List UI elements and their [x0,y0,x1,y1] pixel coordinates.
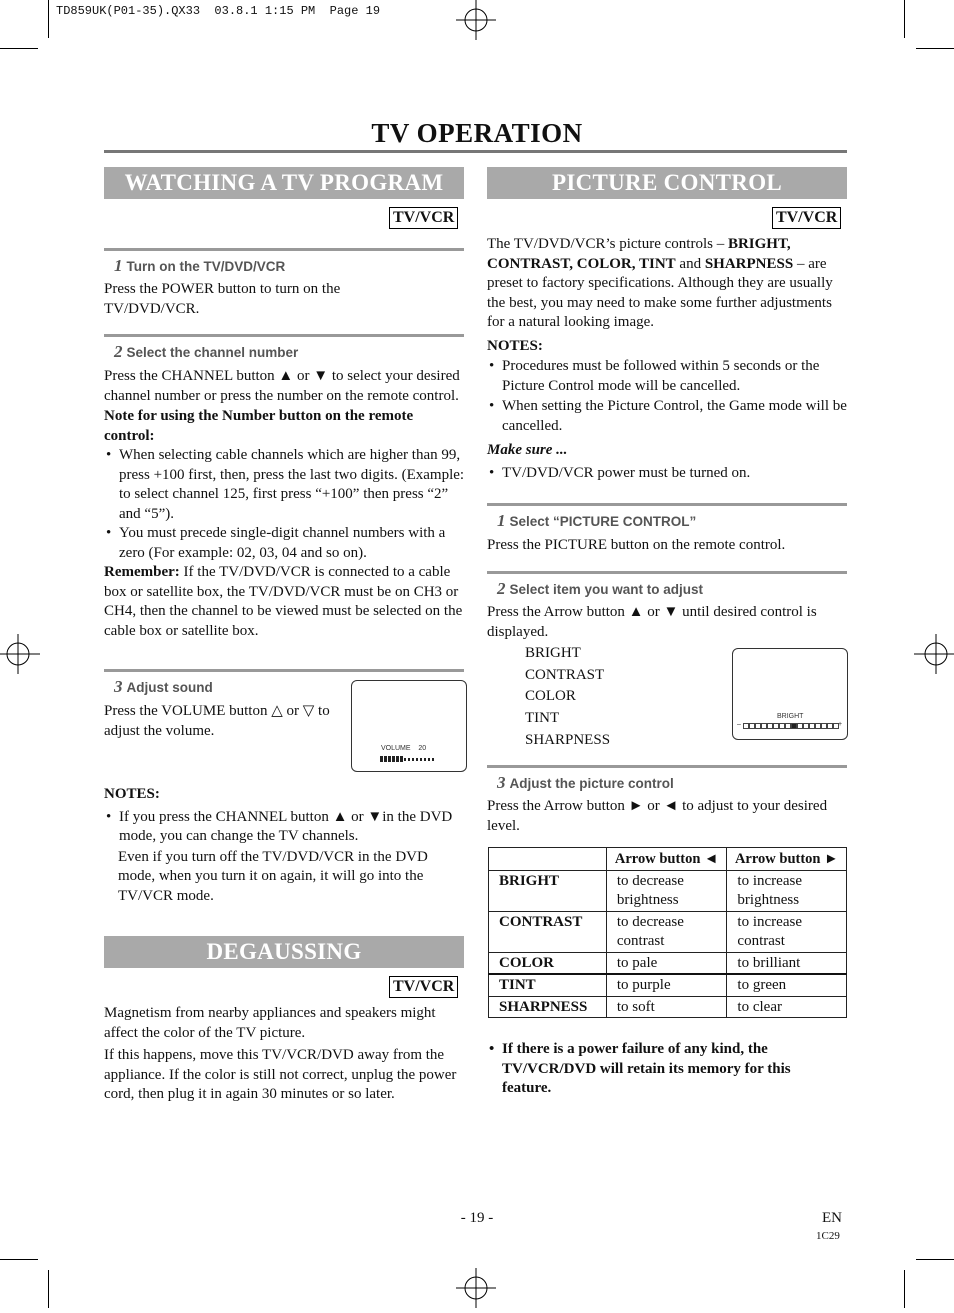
table-header-row [489,848,847,871]
picture-control-items [525,643,610,752]
table-cell: SHARPNESS [489,996,607,1018]
table-cell: to green [727,974,847,996]
crop-mark [0,1259,38,1260]
step-title: Select “PICTURE CONTROL” [509,514,697,529]
crop-mark [0,48,38,49]
intro-sharpness: SHARPNESS [704,255,794,272]
step-divider [104,669,464,672]
volume-osd-screen [351,680,467,772]
notes-title: NOTES: [487,337,543,354]
picture-osd-minus: – [737,721,741,728]
volume-level-bar [380,756,438,762]
volume-segment [404,758,406,761]
step-title: Select item you want to adjust [509,582,704,597]
watching-step-1-title [114,256,285,276]
step-number: 3 [497,773,506,792]
table-header-cell: Arrow button ► [727,848,847,871]
registration-mark-icon [456,1268,496,1308]
step-divider [487,571,847,574]
make-sure-label: Make sure ... [487,442,568,458]
table-cell: COLOR [489,952,607,974]
table-cell: to soft [606,996,727,1018]
notes-title: NOTES: [104,786,160,802]
step-divider [487,503,847,506]
page-number: - 19 - [460,1210,494,1226]
watching-step-3-body: Press the VOLUME button △ or ▽ to adjust the volume. [104,703,330,739]
picture-step-3-title [497,773,674,793]
picture-osd-screen [732,648,848,740]
step-title: Select the channel number [126,345,299,360]
step-divider [104,248,464,251]
table-cell: to clear [727,996,847,1018]
step-number: 3 [114,677,123,696]
degaussing-mode-badge: TV/VCR [389,976,458,998]
table-cell: to decrease contrast [606,911,727,952]
table-header-cell [489,848,607,871]
table-cell: to purple [606,974,727,996]
crop-mark [48,0,49,38]
watching-notes [104,785,464,906]
step-title: Turn on the TV/DVD/VCR [126,259,286,274]
volume-segment [420,758,422,761]
remember-note [104,563,466,641]
picture-step-1-title [497,511,696,531]
intro-text: – are preset to factory specifications. Although they are usually the best, you may need to make some further adjustments for a natural looking image. [487,255,833,330]
step-number: 2 [114,342,123,361]
picture-step-3-body: Press the Arrow button ► or ◄ to adjust to your desired level. [487,798,828,834]
volume-segment [392,756,395,762]
intro-text: and [675,255,705,272]
table-cell: to brilliant [727,952,847,974]
volume-segment [400,756,403,762]
volume-segment [388,756,391,762]
table-header-cell: Arrow button ◄ [606,848,727,871]
table-row [489,996,847,1018]
table-row [489,870,847,911]
list-item: • When setting the Picture Control, the Game mode will be cancelled. [487,397,849,436]
notes-continuation: Even if you turn off the TV/DVD/VCR in the DVD mode, when you turn it on again, it will go into the TV/VCR mode. [118,848,428,904]
registration-mark-icon [456,0,496,40]
step-divider [104,334,464,337]
degaussing-text [104,1004,466,1105]
control-item: BRIGHT [525,645,581,661]
document-code: 1C29 [816,1230,840,1242]
list-item: • When selecting cable channels which are higher than 99, press +100 first, then, press the last two digits. (Example: to select channel 125, first press “+100” then press “2” and “5”). [104,446,466,524]
crop-mark [916,48,954,49]
step-title: Adjust sound [126,680,213,695]
number-button-note-list [104,446,466,563]
watching-step-1-body: Press the POWER button to turn on the TV/DVD/VCR. [104,281,341,317]
volume-segment [412,758,414,761]
degaussing-paragraph-2: If this happens, move this TV/VCR/DVD away from the appliance. If the color is still not correct, unplug the power cord, then plug it in again 30 minutes or so later. [104,1047,457,1102]
remember-label: Remember: [104,564,180,580]
list-item: • You must precede single-digit channel numbers with a zero (For example: 02, 03, 04 and so on). [104,524,466,563]
step-number: 1 [497,511,506,530]
list-item: • If there is a power failure of any kind, the TV/VCR/DVD will retain its memory for this feature. [487,1040,842,1099]
crop-mark [48,1270,49,1308]
control-item: CONTRAST [525,666,605,683]
watching-step-2-content [104,367,466,641]
table-cell: to pale [606,952,727,974]
table-row [489,911,847,952]
volume-segment [416,758,418,761]
list-item: • Procedures must be followed within 5 seconds or the Picture Control mode will be cancelled. [487,357,849,396]
page-title: TV OPERATION [371,118,583,148]
picture-mode-badge: TV/VCR [772,207,841,229]
list-item: • TV/DVD/VCR power must be turned on. [487,464,849,484]
picture-osd-plus: + [838,721,843,728]
table-row [489,952,847,974]
volume-value: 20 [418,745,427,752]
table-row [489,974,847,996]
list-item: • If you press the CHANNEL button ▲ or ▼in the DVD mode, you can change the TV channels. [104,808,464,847]
control-item: COLOR [525,688,576,705]
picture-osd-label: BRIGHT [777,713,804,720]
power-failure-note [487,1040,842,1099]
intro-text: The TV/DVD/VCR’s picture controls – [487,236,728,252]
volume-segment [396,756,399,762]
table-cell: CONTRAST [489,911,607,952]
volume-osd-label [381,745,426,752]
crop-mark [904,0,905,38]
volume-segment [384,756,387,762]
watching-step-2-body: Press the CHANNEL button ▲ or ▼ to select your desired channel number or press the number on the remote control. [104,368,460,404]
step-number: 2 [497,579,506,598]
table-cell: to increase brightness [727,870,847,911]
table-cell: BRIGHT [489,870,607,911]
control-item: TINT [525,710,560,727]
table-cell: to increase contrast [727,911,847,952]
watching-banner: WATCHING A TV PROGRAM [104,167,464,199]
volume-segment [408,758,410,761]
picture-intro [487,235,849,483]
watching-mode-badge: TV/VCR [389,207,458,229]
intro-controls: BRIGHT, CONTRAST, COLOR, TINT [487,236,791,272]
watching-step-2-title [114,342,298,362]
title-divider [104,150,847,153]
crop-mark [916,1259,954,1260]
volume-label: VOLUME [381,745,411,752]
volume-segment [428,758,430,761]
picture-level-bar [743,723,837,729]
picture-notes-list [487,357,849,436]
degaussing-paragraph-1: Magnetism from nearby appliances and speakers might affect the color of the TV picture. [104,1005,436,1041]
control-item: SHARPNESS [525,731,611,748]
picture-control-banner: PICTURE CONTROL [487,167,847,199]
picture-step-2-body: Press the Arrow button ▲ or ▼ until desired control is displayed. [487,604,817,640]
watching-notes-list [104,808,464,847]
registration-mark-icon [0,634,40,674]
table-cell: TINT [489,974,607,996]
make-sure-list [487,464,849,484]
registration-mark-icon [914,634,954,674]
volume-segment [380,756,383,762]
degaussing-banner: DEGAUSSING [104,936,464,968]
step-number: 1 [114,256,123,275]
watching-step-3-title [114,677,213,697]
volume-segment [432,758,434,761]
step-divider [487,765,847,768]
table-cell: to decrease brightness [606,870,727,911]
picture-step-2-title [497,579,703,599]
volume-segment [424,758,426,761]
picture-adjust-table [488,847,847,1018]
language-code: EN [822,1210,842,1226]
number-button-note-title: Note for using the Number button on the remote control: [104,408,414,444]
print-header: TD859UK(P01-35).QX33 03.8.1 1:15 PM Page 19 [56,4,381,18]
picture-step-1-body: Press the PICTURE button on the remote control. [487,537,786,553]
picture-intro-paragraph [487,235,849,333]
remember-text: If the TV/DVD/VCR is connected to a cable box or satellite box, the TV/DVD/VCR must be on CH3 or CH4, then the channel to be viewed must be selected on the cable box or satellite box. [104,564,463,639]
crop-mark [904,1270,905,1308]
step-title: Adjust the picture control [509,776,674,791]
